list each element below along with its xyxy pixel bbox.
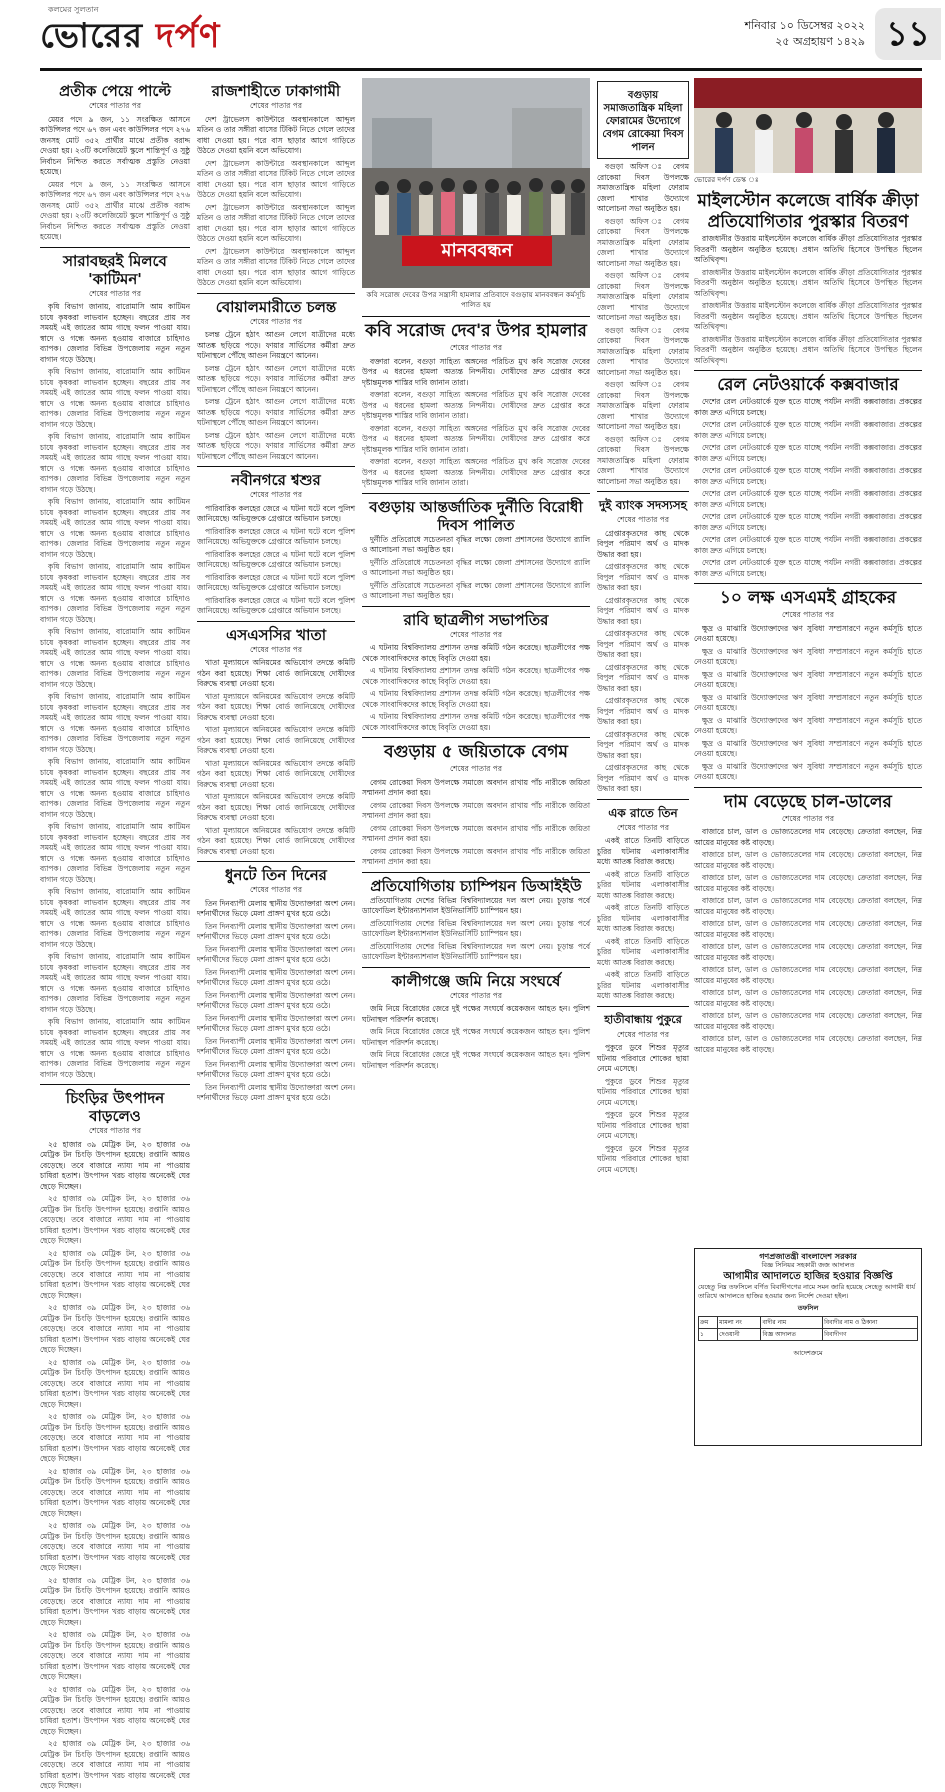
article-body: বক্তারা বলেন, বগুড়া সাহিত্য অঙ্গনের পরিচিত মুখ কবি সরোজ দেবের উপর এ ধরনের হামলা অত্যন্ত নিন্দনীয়। দোষীদের দ্রুত গ্রেপ্তার করে দৃষ্টান্তমূলক শাস্তির দাবি জানান তারা। (362, 423, 590, 454)
headline-sub: শেষের পাতার পর (617, 515, 669, 524)
headline-sub: শেষের পাতার পর (782, 610, 834, 619)
headline-sub: শেষের পাতার পর (250, 644, 302, 654)
logo-part-2: দর্পণ (155, 16, 221, 56)
headline-rabi: রাবি ছাত্রলীগ সভাপতির (403, 610, 549, 629)
article-body: কৃষি বিভাগ জানায়, বারোমাসি আম কাটিমন চাষে কৃষকরা লাভবান হচ্ছেন। বছরের প্রায় সব সময়ই এই জাতের আম গাছে ফলন পাওয়া যায়। স্বাদে ও গন্ধে অনন্য হওয়ায় বাজারে চাহিদাও ব্যাপক। জেলার বিভিন্ন উপজেলায় নতুন নতুন বাগান গড়ে উঠছে। (40, 367, 190, 429)
article-body: বগুড়া অফিস ঃ বেগম রোকেয়া দিবস উপলক্ষে সমাজতান্ত্রিক মহিলা ফোরাম জেলা শাখার উদ্যোগে আলোচনা সভা অনুষ্ঠিত হয়। (597, 216, 689, 268)
headline-sub: শেষের পাতার পর (250, 316, 302, 326)
headline-kaliganj: কালীগঞ্জে জমি নিয়ে সংঘর্ষে (391, 971, 561, 990)
article-body: বাজারে চাল, ডাল ও ভোজ্যতেলের দাম বেড়েছে। ক্রেতারা বলছেন, নিম্ন আয়ের মানুষের কষ্ট বাড়ছে। (694, 1034, 922, 1054)
article-body: বাজারে চাল, ডাল ও ভোজ্যতেলের দাম বেড়েছে। ক্রেতারা বলছেন, নিম্ন আয়ের মানুষের কষ্ট বাড়ছে। (694, 919, 922, 939)
photo-caption: ভোরের দর্পণ ডেস্ক ঃ (694, 175, 759, 184)
article-body: প্রতিযোগিতায় দেশের বিভিন্ন বিশ্ববিদ্যালয়ের দল অংশ নেয়। চূড়ান্ত পর্বে ড্যাফোডিল ইন্টারন্যাশনাল ইউনিভার্সিটি চ্যাম্পিয়ন হয়। (362, 941, 590, 961)
article-body: প্রতিযোগিতায় দেশের বিভিন্ন বিশ্ববিদ্যালয়ের দল অংশ নেয়। চূড়ান্ত পর্বে ড্যাফোডিল ইন্টারন্যাশনাল ইউনিভার্সিটি চ্যাম্পিয়ন হয়। (362, 918, 590, 938)
headline-coxsbazar-rail: রেল নেটওয়ার্কে কক্সবাজার (717, 375, 899, 395)
divider (597, 799, 689, 800)
table-cell: ১ (699, 1329, 718, 1341)
article-body: মেয়র পদে ৯ জন, ১১ সংরক্ষিত আসনে কাউন্সিলর পদে ৬৭ জন এবং কাউন্সিলর পদে ২৭৬ জনসহ মোট ৩৫২ প্রার্থীর মাঝে প্রতীক বরাদ্দ দেওয়া হয়। ২৩টি কলেজিয়েট স্কুলে শান্তিপূর্ণ ও সুষ্ঠু নির্বাচন নিশ্চিত করতে সর্বাত্মক প্রস্তুতি নেওয়া হয়েছে। (40, 179, 190, 241)
article-body: কৃষি বিভাগ জানায়, বারোমাসি আম কাটিমন চাষে কৃষকরা লাভবান হচ্ছেন। বছরের প্রায় সব সময়ই এই জাতের আম গাছে ফলন পাওয়া যায়। স্বাদে ও গন্ধে অনন্য হওয়ায় বাজারে চাহিদাও ব্যাপক। জেলার বিভিন্ন উপজেলায় নতুন নতুন বাগান গড়ে উঠছে। (40, 822, 190, 884)
headline-ek-rate: এক রাতে তিন (608, 805, 678, 820)
headline-sub: শেষের পাতার পর (617, 822, 669, 832)
article-body: তিন দিনব্যাপী মেলায় স্থানীয় উদ্যোক্তারা অংশ নেন। দর্শনার্থীদের ভিড়ে মেলা প্রাঙ্গণ মুখর হয়ে ওঠে। (197, 898, 355, 918)
divider (197, 861, 355, 862)
article-body: এ ঘটনায় বিশ্ববিদ্যালয় প্রশাসন তদন্ত কমিটি গঠন করেছে। ছাত্রলীগের পক্ষ থেকে সাংবাদিকদের কাছে বিবৃতি দেওয়া হয়। (362, 712, 590, 732)
article-body: দেশের রেল নেটওয়ার্কে যুক্ত হতে যাচ্ছে পর্যটন নগরী কক্সবাজার। প্রকল্পের কাজ দ্রুত এগিয়ে চলছে। (694, 397, 922, 417)
headline-saroj-dev: কবি সরোজ দেব'র উপর হামলার (365, 321, 587, 341)
headline-hatibandha: হাতীবান্ধায় পুকুরে (604, 1012, 682, 1026)
milestone-photo (694, 78, 922, 173)
article-body: বেগম রোকেয়া দিবস উপলক্ষে সমাজে অবদান রাখায় পাঁচ নারীকে জয়িতা সম্মাননা প্রদান করা হয়। (362, 823, 590, 843)
photo-caption: কবি সরোজ দেবের উপর সন্ত্রাসী হামলার প্রতিবাদে বগুড়ায় মানববন্ধন কর্মসূচি পালিত হয় (366, 290, 586, 309)
article-body: তিন দিনব্যাপী মেলায় স্থানীয় উদ্যোক্তারা অংশ নেন। দর্শনার্থীদের ভিড়ে মেলা প্রাঙ্গণ মুখর হয়ে ওঠে। (197, 1059, 355, 1079)
divider (362, 316, 590, 317)
article-body: কৃষি বিভাগ জানায়, বারোমাসি আম কাটিমন চাষে কৃষকরা লাভবান হচ্ছেন। বছরের প্রায় সব সময়ই এই জাতের আম গাছে ফলন পাওয়া যায়। স্বাদে ও গন্ধে অনন্য হওয়ায় বাজারে চাহিদাও ব্যাপক। জেলার বিভিন্ন উপজেলায় নতুন নতুন বাগান গড়ে উঠছে। (40, 952, 190, 1014)
divider (694, 370, 922, 371)
headline-sub: শেষের পাতার পর (89, 101, 141, 110)
article-body: একই রাতে তিনটি বাড়িতে চুরির ঘটনায় এলাকাবাসীর মধ্যে আতঙ্ক বিরাজ করছে। (597, 970, 689, 1000)
headline-nabinagar: নবীনগরে শ্বশুর (231, 471, 321, 489)
article-body: তিন দিনব্যাপী মেলায় স্থানীয় উদ্যোক্তারা অংশ নেন। দর্শনার্থীদের ভিড়ে মেলা প্রাঙ্গণ মুখর হয়ে ওঠে। (197, 921, 355, 941)
article-body: বাজারে চাল, ডাল ও ভোজ্যতেলের দাম বেড়েছে। ক্রেতারা বলছেন, নিম্ন আয়ের মানুষের কষ্ট বাড়ছে। (694, 850, 922, 870)
article-body: বগুড়া অফিস ঃ বেগম রোকেয়া দিবস উপলক্ষে সমাজতান্ত্রিক মহিলা ফোরাম জেলা শাখার উদ্যোগে আলোচনা সভা অনুষ্ঠিত হয়। (597, 434, 689, 486)
article-body: রাজধানীর উত্তরায় মাইলস্টোন কলেজে বার্ষিক ক্রীড়া প্রতিযোগিতার পুরস্কার বিতরণী অনুষ্ঠান অনুষ্ঠিত হয়েছে। প্রধান অতিথি হিসেবে উপস্থিত ছিলেন অতিথিবৃন্দ। (694, 301, 922, 331)
table-header: বাদীর নাম (761, 1317, 823, 1329)
headline-roquia: বগুড়ায় সমাজতান্ত্রিক মহিলা ফোরামের উদ্যোগে বেগম রোকেয়া দিবস পালন (602, 90, 684, 153)
article-body: ২৫ হাজার ৩৯ মেট্রিক টন, ২৩ হাজার ৩৬ মেট্রিক টন চিংড়ি উৎপাদন হয়েছে। রপ্তানি আয়ও বেড়েছে। তবে বাজারে ন্যায্য দাম না পাওয়ায় চাষিরা হতাশ। উৎপাদন খরচ বাড়ায় অনেকেই ঘের ছেড়ে দিচ্ছেন। (40, 1575, 190, 1627)
article-body: বাজারে চাল, ডাল ও ভোজ্যতেলের দাম বেড়েছে। ক্রেতারা বলছেন, নিম্ন আয়ের মানুষের কষ্ট বাড়ছে। (694, 827, 922, 847)
headline-sub: শেষের পাতার পর (450, 990, 502, 1000)
article-body: পারিবারিক কলহের জেরে এ ঘটনা ঘটে বলে পুলিশ জানিয়েছে। অভিযুক্তকে গ্রেপ্তারে অভিযান চলছে। (197, 572, 355, 592)
article-body: ২৫ হাজার ৩৯ মেট্রিক টন, ২৩ হাজার ৩৬ মেট্রিক টন চিংড়ি উৎপাদন হয়েছে। রপ্তানি আয়ও বেড়েছে। তবে বাজারে ন্যায্য দাম না পাওয়ায় চাষিরা হতাশ। উৎপাদন খরচ বাড়ায় অনেকেই ঘের ছেড়ে দিচ্ছেন। (40, 1303, 190, 1354)
notice-signature: আদেশক্রমে (793, 1349, 823, 1357)
article-body: পারিবারিক কলহের জেরে এ ঘটনা ঘটে বলে পুলিশ জানিয়েছে। অভিযুক্তকে গ্রেপ্তারে অভিযান চলছে। (197, 503, 355, 523)
article-body: খাতা মূল্যায়নে অনিয়মের অভিযোগ তদন্তে কমিটি গঠন করা হয়েছে। শিক্ষা বোর্ড জানিয়েছে দোষীদের বিরুদ্ধে ব্যবস্থা নেওয়া হবে। (197, 725, 355, 755)
headline-sub: শেষের পাতার পর (450, 343, 502, 352)
notice-schedule-title: তফসিল (797, 1304, 819, 1312)
notice-government: গণপ্রজাতন্ত্রী বাংলাদেশ সরকার (759, 1251, 857, 1261)
article-body: ক্ষুদ্র ও মাঝারি উদ্যোক্তাদের ঋণ সুবিধা সম্প্রসারণে নতুন কর্মসূচি হাতে নেওয়া হয়েছে। (694, 669, 922, 689)
headline-sub: শেষের পাতার পর (250, 885, 302, 894)
article-body: গ্রেপ্তারকৃতদের কাছ থেকে বিপুল পরিমাণ অর্থ ও মাদক উদ্ধার করা হয়। (597, 528, 689, 559)
article-body: কৃষি বিভাগ জানায়, বারোমাসি আম কাটিমন চাষে কৃষকরা লাভবান হচ্ছেন। বছরের প্রায় সব সময়ই এই জাতের আম গাছে ফলন পাওয়া যায়। স্বাদে ও গন্ধে অনন্য হওয়ায় বাজারে চাহিদাও ব্যাপক। জেলার বিভিন্ন উপজেলায় নতুন নতুন বাগান গড়ে উঠছে। (40, 692, 190, 754)
headline-sub: শেষের পাতার পর (782, 813, 834, 823)
article-body: ২৫ হাজার ৩৯ মেট্রিক টন, ২৩ হাজার ৩৬ মেট্রিক টন চিংড়ি উৎপাদন হয়েছে। রপ্তানি আয়ও বেড়েছে। তবে বাজারে ন্যায্য দাম না পাওয়ায় চাষিরা হতাশ। উৎপাদন খরচ বাড়ায় অনেকেই ঘের ছেড়ে দিচ্ছেন। (40, 1248, 190, 1300)
column-1 (40, 78, 190, 1790)
article-body: দেশের রেল নেটওয়ার্কে যুক্ত হতে যাচ্ছে পর্যটন নগরী কক্সবাজার। প্রকল্পের কাজ দ্রুত এগিয়ে চলছে। (694, 558, 922, 578)
divider (597, 1006, 689, 1007)
headline-sub: শেষের পাতার পর (450, 764, 502, 773)
article-body: বগুড়া অফিস ঃ বেগম রোকেয়া দিবস উপলক্ষে সমাজতান্ত্রিক মহিলা ফোরাম জেলা শাখার উদ্যোগে আলোচনা সভা অনুষ্ঠিত হয়। (597, 380, 689, 431)
article-body: দেশ ট্রাভেলস কাউন্টারে অবস্থানকালে আব্দুল মতিন ও তার সঙ্গীরা বাসের টিকিট নিতে গেলে তাদের বাধা দেওয়া হয়। পরে বাস ছাড়ার আগে গাড়িতে উঠতে দেওয়া হয়নি বলে অভিযোগ। (197, 202, 355, 243)
column-5 (597, 78, 689, 1448)
court-notice (694, 1248, 922, 1446)
article-body: বাজারে চাল, ডাল ও ভোজ্যতেলের দাম বেড়েছে। ক্রেতারা বলছেন, নিম্ন আয়ের মানুষের কষ্ট বাড়ছে। (694, 942, 922, 962)
headline-sub: শেষের পাতার পর (250, 490, 302, 499)
article-body: খাতা মূল্যায়নে অনিয়মের অভিযোগ তদন্তে কমিটি গঠন করা হয়েছে। শিক্ষা বোর্ড জানিয়েছে দোষীদের বিরুদ্ধে ব্যবস্থা নেওয়া হবে। (197, 758, 355, 789)
article-body: গ্রেপ্তারকৃতদের কাছ থেকে বিপুল পরিমাণ অর্থ ও মাদক উদ্ধার করা হয়। (597, 696, 689, 726)
article-body: বগুড়া অফিস ঃ বেগম রোকেয়া দিবস উপলক্ষে সমাজতান্ত্রিক মহিলা ফোরাম জেলা শাখার উদ্যোগে আলোচনা সভা অনুষ্ঠিত হয়। (597, 162, 689, 213)
article-body: পুকুরে ডুবে শিশুর মৃত্যুর ঘটনায় পরিবারে শোকের ছায়া নেমে এসেছে। (597, 1076, 689, 1107)
table-cell: বিবাদীগণ (823, 1329, 918, 1341)
table-header: ক্রম (699, 1317, 718, 1329)
table-cell: বিজ্ঞ আদালত (761, 1329, 823, 1341)
article-body: কৃষি বিভাগ জানায়, বারোমাসি আম কাটিমন চাষে কৃষকরা লাভবান হচ্ছেন। বছরের প্রায় সব সময়ই এই জাতের আম গাছে ফলন পাওয়া যায়। স্বাদে ও গন্ধে অনন্য হওয়ায় বাজারে চাহিদাও ব্যাপক। জেলার বিভিন্ন উপজেলায় নতুন নতুন বাগান গড়ে উঠছে। (40, 302, 190, 364)
article-body: কৃষি বিভাগ জানায়, বারোমাসি আম কাটিমন চাষে কৃষকরা লাভবান হচ্ছেন। বছরের প্রায় সব সময়ই এই জাতের আম গাছে ফলন পাওয়া যায়। স্বাদে ও গন্ধে অনন্য হওয়ায় বাজারে চাহিদাও ব্যাপক। জেলার বিভিন্ন উপজেলায় নতুন নতুন বাগান গড়ে উঠছে। (40, 627, 190, 689)
divider (197, 466, 355, 467)
divider (40, 1084, 190, 1085)
dateline (745, 18, 865, 50)
headline-sub: শেষের পাতার পর (450, 629, 502, 639)
article-body: গ্রেপ্তারকৃতদের কাছ থেকে বিপুল পরিমাণ অর্থ ও মাদক উদ্ধার করা হয়। (597, 562, 689, 592)
article-body: খাতা মূল্যায়নে অনিয়মের অভিযোগ তদন্তে কমিটি গঠন করা হয়েছে। শিক্ষা বোর্ড জানিয়েছে দোষীদের বিরুদ্ধে ব্যবস্থা নেওয়া হবে। (197, 691, 355, 722)
article-body: বাজারে চাল, ডাল ও ভোজ্যতেলের দাম বেড়েছে। ক্রেতারা বলছেন, নিম্ন আয়ের মানুষের কষ্ট বাড়ছে। (694, 873, 922, 893)
article-body: তিন দিনব্যাপী মেলায় স্থানীয় উদ্যোক্তারা অংশ নেন। দর্শনার্থীদের ভিড়ে মেলা প্রাঙ্গণ মুখর হয়ে ওঠে। (197, 1082, 355, 1102)
newspaper-logo (40, 10, 220, 67)
article-body: জমি নিয়ে বিরোধের জেরে দুই পক্ষের সংঘর্ষে কয়েকজন আহত হন। পুলিশ ঘটনাস্থল পরিদর্শন করেছে। (362, 1004, 590, 1024)
headline-milestone: মাইলস্টোন কলেজে বার্ষিক ক্রীড়া প্রতিযোগিতার পুরস্কার বিতরণ (697, 191, 919, 232)
headline-joyita: বগুড়ায় ৫ জয়িতাকে বেগম (384, 742, 568, 762)
article-body: একই রাতে তিনটি বাড়িতে চুরির ঘটনায় এলাকাবাসীর মধ্যে আতঙ্ক বিরাজ করছে। (597, 869, 689, 900)
headline-dhunot: ধুনটে তিন দিনের (225, 866, 327, 884)
article-body: খাতা মূল্যায়নে অনিয়মের অভিযোগ তদন্তে কমিটি গঠন করা হয়েছে। শিক্ষা বোর্ড জানিয়েছে দোষীদের বিরুদ্ধে ব্যবস্থা নেওয়া হবে। (197, 825, 355, 856)
article-body: দুর্নীতি প্রতিরোধে সচেতনতা বৃদ্ধির লক্ষ্যে জেলা প্রশাসনের উদ্যোগে র‍্যালি ও আলোচনা সভা অনুষ্ঠিত হয়। (362, 534, 590, 554)
headline-boalmari: বোয়ালমারীতে চলন্ত (215, 297, 337, 316)
article-body: বগুড়া অফিস ঃ বেগম রোকেয়া দিবস উপলক্ষে সমাজতান্ত্রিক মহিলা ফোরাম জেলা শাখার উদ্যোগে আলোচনা সভা অনুষ্ঠিত হয়। (597, 325, 689, 377)
article-body: পারিবারিক কলহের জেরে এ ঘটনা ঘটে বলে পুলিশ জানিয়েছে। অভিযুক্তকে গ্রেপ্তারে অভিযান চলছে। (197, 526, 355, 546)
article-body: দেশ ট্রাভেলস কাউন্টারে অবস্থানকালে আব্দুল মতিন ও তার সঙ্গীরা বাসের টিকিট নিতে গেলে তাদের বাধা দেওয়া হয়। পরে বাস ছাড়ার আগে গাড়িতে উঠতে দেওয়া হয়নি বলে অভিযোগ। (197, 158, 355, 199)
column-6 (694, 78, 922, 1243)
divider (694, 583, 922, 584)
headline-ssc: এসএসসির খাতা (225, 625, 327, 644)
headline-sub: শেষের পাতার পর (617, 1029, 669, 1039)
divider (362, 967, 590, 968)
headline-sub: শেষের পাতার পর (89, 288, 141, 298)
protest-banner: মানববন্ধন (402, 236, 552, 266)
article-body: এ ঘটনায় বিশ্ববিদ্যালয় প্রশাসন তদন্ত কমিটি গঠন করেছে। ছাত্রলীগের পক্ষ থেকে সাংবাদিকদের কাছে বিবৃতি দেওয়া হয়। (362, 666, 590, 686)
article-body: ২৫ হাজার ৩৯ মেট্রিক টন, ২৩ হাজার ৩৬ মেট্রিক টন চিংড়ি উৎপাদন হয়েছে। রপ্তানি আয়ও বেড়েছে। তবে বাজারে ন্যায্য দাম না পাওয়ায় চাষিরা হতাশ। উৎপাদন খরচ বাড়ায় অনেকেই ঘের ছেড়ে দিচ্ছেন। (40, 1412, 190, 1463)
article-body: জমি নিয়ে বিরোধের জেরে দুই পক্ষের সংঘর্ষে কয়েকজন আহত হন। পুলিশ ঘটনাস্থল পরিদর্শন করেছে। (362, 1050, 590, 1070)
article-body: এ ঘটনায় বিশ্ববিদ্যালয় প্রশাসন তদন্ত কমিটি গঠন করেছে। ছাত্রলীগের পক্ষ থেকে সাংবাদিকদের কাছে বিবৃতি দেওয়া হয়। (362, 689, 590, 709)
article-body: বেগম রোকেয়া দিবস উপলক্ষে সমাজে অবদান রাখায় পাঁচ নারীকে জয়িতা সম্মাননা প্রদান করা হয়। (362, 777, 590, 797)
table-header: বিবাদীর নাম ও ঠিকানা (823, 1317, 918, 1329)
article-body: পুকুরে ডুবে শিশুর মৃত্যুর ঘটনায় পরিবারে শোকের ছায়া নেমে এসেছে। (597, 1043, 689, 1073)
headline-chingri: চিংড়ির উৎপাদন বাড়লেও (65, 1089, 165, 1125)
article-body: তিন দিনব্যাপী মেলায় স্থানীয় উদ্যোক্তারা অংশ নেন। দর্শনার্থীদের ভিড়ে মেলা প্রাঙ্গণ মুখর হয়ে ওঠে। (197, 990, 355, 1010)
page-number: ১১ (875, 8, 941, 60)
article-body: দেশের রেল নেটওয়ার্কে যুক্ত হতে যাচ্ছে পর্যটন নগরী কক্সবাজার। প্রকল্পের কাজ দ্রুত এগিয়ে চলছে। (694, 443, 922, 463)
headline-anticorruption: বগুড়ায় আন্তর্জাতিক দুর্নীতি বিরোধী দিবস পালিত (369, 497, 583, 534)
article-body: ২৫ হাজার ৩৯ মেট্রিক টন, ২৩ হাজার ৩৬ মেট্রিক টন চিংড়ি উৎপাদন হয়েছে। রপ্তানি আয়ও বেড়েছে। তবে বাজারে ন্যায্য দাম না পাওয়ায় চাষিরা হতাশ। উৎপাদন খরচ বাড়ায় অনেকেই ঘের ছেড়ে দিচ্ছেন। (40, 1739, 190, 1790)
table-header: মামলা নং (718, 1317, 761, 1329)
article-body: বক্তারা বলেন, বগুড়া সাহিত্য অঙ্গনের পরিচিত মুখ কবি সরোজ দেবের উপর এ ধরনের হামলা অত্যন্ত নিন্দনীয়। দোষীদের দ্রুত গ্রেপ্তার করে দৃষ্টান্তমূলক শাস্তির দাবি জানান তারা। (362, 390, 590, 420)
article-body: কৃষি বিভাগ জানায়, বারোমাসি আম কাটিমন চাষে কৃষকরা লাভবান হচ্ছেন। বছরের প্রায় সব সময়ই এই জাতের আম গাছে ফলন পাওয়া যায়। স্বাদে ও গন্ধে অনন্য হওয়ায় বাজারে চাহিদাও ব্যাপক। জেলার বিভিন্ন উপজেলায় নতুন নতুন বাগান গড়ে উঠছে। (40, 562, 190, 624)
article-body: ২৫ হাজার ৩৯ মেট্রিক টন, ২৩ হাজার ৩৬ মেট্রিক টন চিংড়ি উৎপাদন হয়েছে। রপ্তানি আয়ও বেড়েছে। তবে বাজারে ন্যায্য দাম না পাওয়ায় চাষিরা হতাশ। উৎপাদন খরচ বাড়ায় অনেকেই ঘের ছেড়ে দিচ্ছেন। (40, 1139, 190, 1191)
notice-body: যেহেতু নিম্ন তফসিলে বর্ণিত বিবাদীগণের নামে সমন জারি হয়েছে সেহেতু আগামী ধার্য তারিখে আদালতে হাজির হওয়ার জন্য নির্দেশ দেওয়া হইল। (698, 1283, 916, 1300)
article-body: খাতা মূল্যায়নে অনিয়মের অভিযোগ তদন্তে কমিটি গঠন করা হয়েছে। শিক্ষা বোর্ড জানিয়েছে দোষীদের বিরুদ্ধে ব্যবস্থা নেওয়া হবে। (197, 792, 355, 822)
notice-title: আগামীর আদালতে হাজির হওয়ার বিজ্ঞপ্তি (723, 1271, 893, 1282)
headline-sme: ১০ লক্ষ এসএমই গ্রাহকের (719, 588, 897, 608)
article-body: দেশের রেল নেটওয়ার্কে যুক্ত হতে যাচ্ছে পর্যটন নগরী কক্সবাজার। প্রকল্পের কাজ দ্রুত এগিয়ে চলছে। (694, 512, 922, 532)
article-body: বাজারে চাল, ডাল ও ভোজ্যতেলের দাম বেড়েছে। ক্রেতারা বলছেন, নিম্ন আয়ের মানুষের কষ্ট বাড়ছে। (694, 965, 922, 985)
article-body: কৃষি বিভাগ জানায়, বারোমাসি আম কাটিমন চাষে কৃষকরা লাভবান হচ্ছেন। বছরের প্রায় সব সময়ই এই জাতের আম গাছে ফলন পাওয়া যায়। স্বাদে ও গন্ধে অনন্য হওয়ায় বাজারে চাহিদাও ব্যাপক। জেলার বিভিন্ন উপজেলায় নতুন নতুন বাগান গড়ে উঠছে। (40, 497, 190, 559)
article-body: বগুড়া অফিস ঃ বেগম রোকেয়া দিবস উপলক্ষে সমাজতান্ত্রিক মহিলা ফোরাম জেলা শাখার উদ্যোগে আলোচনা সভা অনুষ্ঠিত হয়। (597, 271, 689, 322)
table-header-row (699, 1317, 918, 1329)
article-body: গ্রেপ্তারকৃতদের কাছ থেকে বিপুল পরিমাণ অর্থ ও মাদক উদ্ধার করা হয়। (597, 629, 689, 659)
article-body: চলন্ত ট্রেনে হঠাৎ আগুন লেগে যাত্রীদের মধ্যে আতঙ্ক ছড়িয়ে পড়ে। ফায়ার সার্ভিসের কর্মীরা দ্রুত ঘটনাস্থলে পৌঁছে আগুন নিয়ন্ত্রণে আনেন। (197, 397, 355, 427)
article-body: ২৫ হাজার ৩৯ মেট্রিক টন, ২৩ হাজার ৩৬ মেট্রিক টন চিংড়ি উৎপাদন হয়েছে। রপ্তানি আয়ও বেড়েছে। তবে বাজারে ন্যায্য দাম না পাওয়ায় চাষিরা হতাশ। উৎপাদন খরচ বাড়ায় অনেকেই ঘের ছেড়ে দিচ্ছেন। (40, 1684, 190, 1736)
article-body: চলন্ত ট্রেনে হঠাৎ আগুন লেগে যাত্রীদের মধ্যে আতঙ্ক ছড়িয়ে পড়ে। ফায়ার সার্ভিসের কর্মীরা দ্রুত ঘটনাস্থলে পৌঁছে আগুন নিয়ন্ত্রণে আনেন। (197, 330, 355, 360)
article-body: ক্ষুদ্র ও মাঝারি উদ্যোক্তাদের ঋণ সুবিধা সম্প্রসারণে নতুন কর্মসূচি হাতে নেওয়া হয়েছে। (694, 738, 922, 758)
article-body: ২৫ হাজার ৩৯ মেট্রিক টন, ২৩ হাজার ৩৬ মেট্রিক টন চিংড়ি উৎপাদন হয়েছে। রপ্তানি আয়ও বেড়েছে। তবে বাজারে ন্যায্য দাম না পাওয়ায় চাষিরা হতাশ। উৎপাদন খরচ বাড়ায় অনেকেই ঘের ছেড়ে দিচ্ছেন। (40, 1466, 190, 1518)
article-body: তিন দিনব্যাপী মেলায় স্থানীয় উদ্যোক্তারা অংশ নেন। দর্শনার্থীদের ভিড়ে মেলা প্রাঙ্গণ মুখর হয়ে ওঠে। (197, 967, 355, 987)
headline-rice-price: দাম বেড়েছে চাল-ডালের (724, 791, 892, 812)
article-body: প্রতিযোগিতায় দেশের বিভিন্ন বিশ্ববিদ্যালয়ের দল অংশ নেয়। চূড়ান্ত পর্বে ড্যাফোডিল ইন্টারন্যাশনাল ইউনিভার্সিটি চ্যাম্পিয়ন হয়। (362, 895, 590, 915)
headline-katimon: সারাবছরই মিলবে 'কাটিমন' (63, 251, 167, 288)
article-body: রাজধানীর উত্তরায় মাইলস্টোন কলেজে বার্ষিক ক্রীড়া প্রতিযোগিতার পুরস্কার বিতরণী অনুষ্ঠান অনুষ্ঠিত হয়েছে। প্রধান অতিথি হিসেবে উপস্থিত ছিলেন অতিথিবৃন্দ। (694, 334, 922, 365)
logo-tagline: কলমের সুলতান (48, 5, 99, 14)
award-ceremony-illustration (694, 78, 922, 173)
date-english: শনিবার ১০ ডিসেম্বর ২০২২ (744, 19, 865, 32)
article-body: কৃষি বিভাগ জানায়, বারোমাসি আম কাটিমন চাষে কৃষকরা লাভবান হচ্ছেন। বছরের প্রায় সব সময়ই এই জাতের আম গাছে ফলন পাওয়া যায়। স্বাদে ও গন্ধে অনন্য হওয়ায় বাজারে চাহিদাও ব্যাপক। জেলার বিভিন্ন উপজেলায় নতুন নতুন বাগান গড়ে উঠছে। (40, 887, 190, 949)
article-body: চলন্ত ট্রেনে হঠাৎ আগুন লেগে যাত্রীদের মধ্যে আতঙ্ক ছড়িয়ে পড়ে। ফায়ার সার্ভিসের কর্মীরা দ্রুত ঘটনাস্থলে পৌঁছে আগুন নিয়ন্ত্রণে আনেন। (197, 430, 355, 461)
article-body: জমি নিয়ে বিরোধের জেরে দুই পক্ষের সংঘর্ষে কয়েকজন আহত হন। পুলিশ ঘটনাস্থল পরিদর্শন করেছে। (362, 1027, 590, 1047)
article-body: দেশ ট্রাভেলস কাউন্টারে অবস্থানকালে আব্দুল মতিন ও তার সঙ্গীরা বাসের টিকিট নিতে গেলে তাদের বাধা দেওয়া হয়। পরে বাস ছাড়ার আগে গাড়িতে উঠতে দেওয়া হয়নি বলে অভিযোগ। (197, 114, 355, 155)
headline-rajshahi: রাজশাহীতে ঢাকাগামী (211, 82, 341, 100)
article-body: ২৫ হাজার ৩৯ মেট্রিক টন, ২৩ হাজার ৩৬ মেট্রিক টন চিংড়ি উৎপাদন হয়েছে। রপ্তানি আয়ও বেড়েছে। তবে বাজারে ন্যায্য দাম না পাওয়ায় চাষিরা হতাশ। উৎপাদন খরচ বাড়ায় অনেকেই ঘের ছেড়ে দিচ্ছেন। (40, 1194, 190, 1245)
article-body: ২৫ হাজার ৩৯ মেট্রিক টন, ২৩ হাজার ৩৬ মেট্রিক টন চিংড়ি উৎপাদন হয়েছে। রপ্তানি আয়ও বেড়েছে। তবে বাজারে ন্যায্য দাম না পাওয়ায় চাষিরা হতাশ। উৎপাদন খরচ বাড়ায় অনেকেই ঘের ছেড়ে দিচ্ছেন। (40, 1357, 190, 1409)
headline-sub: শেষের পাতার পর (89, 1126, 141, 1135)
divider (694, 787, 922, 788)
divider (362, 606, 590, 607)
article-body: দুর্নীতি প্রতিরোধে সচেতনতা বৃদ্ধির লক্ষ্যে জেলা প্রশাসনের উদ্যোগে র‍্যালি ও আলোচনা সভা অনুষ্ঠিত হয়। (362, 557, 590, 577)
masthead-divider (40, 68, 922, 71)
notice-office: বিজ্ঞ সিনিয়র সহকারী জজ আদালত (761, 1261, 855, 1269)
article-body: দেশ ট্রাভেলস কাউন্টারে অবস্থানকালে আব্দুল মতিন ও তার সঙ্গীরা বাসের টিকিট নিতে গেলে তাদের বাধা দেওয়া হয়। পরে বাস ছাড়ার আগে গাড়িতে উঠতে দেওয়া হয়নি বলে অভিযোগ। (197, 246, 355, 287)
divider (197, 293, 355, 294)
masthead (0, 0, 945, 70)
headline-sub: শেষের পাতার পর (250, 101, 302, 110)
article-body: রাজধানীর উত্তরায় মাইলস্টোন কলেজে বার্ষিক ক্রীড়া প্রতিযোগিতার পুরস্কার বিতরণী অনুষ্ঠান অনুষ্ঠিত হয়েছে। প্রধান অতিথি হিসেবে উপস্থিত ছিলেন অতিথিবৃন্দ। (694, 234, 922, 264)
article-body: ক্ষুদ্র ও মাঝারি উদ্যোক্তাদের ঋণ সুবিধা সম্প্রসারণে নতুন কর্মসূচি হাতে নেওয়া হয়েছে। (694, 761, 922, 781)
article-body: মেয়র পদে ৯ জন, ১১ সংরক্ষিত আসনে কাউন্সিলর পদে ৬৭ জন এবং কাউন্সিলর পদে ২৭৬ জনসহ মোট ৩৫২ প্রার্থীর মাঝে প্রতীক বরাদ্দ দেওয়া হয়। ২৩টি কলেজিয়েট স্কুলে শান্তিপূর্ণ ও সুষ্ঠু নির্বাচন নিশ্চিত করতে সর্বাত্মক প্রস্তুতি নেওয়া হয়েছে। (40, 114, 190, 176)
article-body: একই রাতে তিনটি বাড়িতে চুরির ঘটনায় এলাকাবাসীর মধ্যে আতঙ্ক বিরাজ করছে। (597, 836, 689, 866)
article-body: পুকুরে ডুবে শিশুর মৃত্যুর ঘটনায় পরিবারে শোকের ছায়া নেমে এসেছে। (597, 1143, 689, 1174)
article-body: গ্রেপ্তারকৃতদের কাছ থেকে বিপুল পরিমাণ অর্থ ও মাদক উদ্ধার করা হয়। (597, 662, 689, 693)
article-body: পুকুরে ডুবে শিশুর মৃত্যুর ঘটনায় পরিবারে শোকের ছায়া নেমে এসেছে। (597, 1110, 689, 1140)
article-body: পারিবারিক কলহের জেরে এ ঘটনা ঘটে বলে পুলিশ জানিয়েছে। অভিযুক্তকে গ্রেপ্তারে অভিযান চলছে। (197, 549, 355, 569)
article-body: একই রাতে তিনটি বাড়িতে চুরির ঘটনায় এলাকাবাসীর মধ্যে আতঙ্ক বিরাজ করছে। (597, 903, 689, 933)
divider (597, 491, 689, 492)
article-body: কৃষি বিভাগ জানায়, বারোমাসি আম কাটিমন চাষে কৃষকরা লাভবান হচ্ছেন। বছরের প্রায় সব সময়ই এই জাতের আম গাছে ফলন পাওয়া যায়। স্বাদে ও গন্ধে অনন্য হওয়ায় বাজারে চাহিদাও ব্যাপক। জেলার বিভিন্ন উপজেলায় নতুন নতুন বাগান গড়ে উঠছে। (40, 432, 190, 494)
article-body: গ্রেপ্তারকৃতদের কাছ থেকে বিপুল পরিমাণ অর্থ ও মাদক উদ্ধার করা হয়। (597, 763, 689, 793)
column-2 (197, 78, 355, 1448)
headline-bank: দুই ব্যাংক সদস্যসহ (599, 498, 687, 512)
article-body: দেশের রেল নেটওয়ার্কে যুক্ত হতে যাচ্ছে পর্যটন নগরী কক্সবাজার। প্রকল্পের কাজ দ্রুত এগিয়ে চলছে। (694, 489, 922, 509)
logo-part-1: ভোরের (40, 16, 144, 56)
article-body: ক্ষুদ্র ও মাঝারি উদ্যোক্তাদের ঋণ সুবিধা সম্প্রসারণে নতুন কর্মসূচি হাতে নেওয়া হয়েছে। (694, 646, 922, 666)
article-body: দেশের রেল নেটওয়ার্কে যুক্ত হতে যাচ্ছে পর্যটন নগরী কক্সবাজার। প্রকল্পের কাজ দ্রুত এগিয়ে চলছে। (694, 535, 922, 555)
article-body: একই রাতে তিনটি বাড়িতে চুরির ঘটনায় এলাকাবাসীর মধ্যে আতঙ্ক বিরাজ করছে। (597, 936, 689, 967)
article-body: বক্তারা বলেন, বগুড়া সাহিত্য অঙ্গনের পরিচিত মুখ কবি সরোজ দেবের উপর এ ধরনের হামলা অত্যন্ত নিন্দনীয়। দোষীদের দ্রুত গ্রেপ্তার করে দৃষ্টান্তমূলক শাস্তির দাবি জানান তারা। (362, 356, 590, 387)
article-body: বাজারে চাল, ডাল ও ভোজ্যতেলের দাম বেড়েছে। ক্রেতারা বলছেন, নিম্ন আয়ের মানুষের কষ্ট বাড়ছে। (694, 896, 922, 916)
date-bengali: ২৫ অগ্রহায়ণ ১৪২৯ (775, 35, 865, 48)
protest-photo (362, 78, 590, 288)
article-body: ক্ষুদ্র ও মাঝারি উদ্যোক্তাদের ঋণ সুবিধা সম্প্রসারণে নতুন কর্মসূচি হাতে নেওয়া হয়েছে। (694, 692, 922, 712)
article-body: কৃষি বিভাগ জানায়, বারোমাসি আম কাটিমন চাষে কৃষকরা লাভবান হচ্ছেন। বছরের প্রায় সব সময়ই এই জাতের আম গাছে ফলন পাওয়া যায়। স্বাদে ও গন্ধে অনন্য হওয়ায় বাজারে চাহিদাও ব্যাপক। জেলার বিভিন্ন উপজেলায় নতুন নতুন বাগান গড়ে উঠছে। (40, 757, 190, 819)
column-3-4 (362, 78, 590, 1448)
table-cell: দেওয়ানী (718, 1329, 761, 1341)
article-body: গ্রেপ্তারকৃতদের কাছ থেকে বিপুল পরিমাণ অর্থ ও মাদক উদ্ধার করা হয়। (597, 729, 689, 760)
article-body: ২৫ হাজার ৩৯ মেট্রিক টন, ২৩ হাজার ৩৬ মেট্রিক টন চিংড়ি উৎপাদন হয়েছে। রপ্তানি আয়ও বেড়েছে। তবে বাজারে ন্যায্য দাম না পাওয়ায় চাষিরা হতাশ। উৎপাদন খরচ বাড়ায় অনেকেই ঘের ছেড়ে দিচ্ছেন। (40, 1521, 190, 1572)
article-body: কৃষি বিভাগ জানায়, বারোমাসি আম কাটিমন চাষে কৃষকরা লাভবান হচ্ছেন। বছরের প্রায় সব সময়ই এই জাতের আম গাছে ফলন পাওয়া যায়। স্বাদে ও গন্ধে অনন্য হওয়ায় বাজারে চাহিদাও ব্যাপক। জেলার বিভিন্ন উপজেলায় নতুন নতুন বাগান গড়ে উঠছে। (40, 1017, 190, 1079)
article-body: বেগম রোকেয়া দিবস উপলক্ষে সমাজে অবদান রাখায় পাঁচ নারীকে জয়িতা সম্মাননা প্রদান করা হয়। (362, 846, 590, 866)
headline-diu: প্রতিযোগিতায় চ্যাম্পিয়ন ডিআইইউ (370, 876, 582, 895)
article-body: ২৫ হাজার ৩৯ মেট্রিক টন, ২৩ হাজার ৩৬ মেট্রিক টন চিংড়ি উৎপাদন হয়েছে। রপ্তানি আয়ও বেড়েছে। তবে বাজারে ন্যায্য দাম না পাওয়ায় চাষিরা হতাশ। উৎপাদন খরচ বাড়ায় অনেকেই ঘের ছেড়ে দিচ্ছেন। (40, 1630, 190, 1681)
article-body: দেশের রেল নেটওয়ার্কে যুক্ত হতে যাচ্ছে পর্যটন নগরী কক্সবাজার। প্রকল্পের কাজ দ্রুত এগিয়ে চলছে। (694, 420, 922, 440)
article-body: দুর্নীতি প্রতিরোধে সচেতনতা বৃদ্ধির লক্ষ্যে জেলা প্রশাসনের উদ্যোগে র‍্যালি ও আলোচনা সভা অনুষ্ঠিত হয়। (362, 580, 590, 600)
divider (197, 621, 355, 622)
roquia-box (597, 81, 689, 159)
article-body: পারিবারিক কলহের জেরে এ ঘটনা ঘটে বলে পুলিশ জানিয়েছে। অভিযুক্তকে গ্রেপ্তারে অভিযান চলছে। (197, 595, 355, 615)
divider (362, 872, 590, 873)
article-body: ক্ষুদ্র ও মাঝারি উদ্যোক্তাদের ঋণ সুবিধা সম্প্রসারণে নতুন কর্মসূচি হাতে নেওয়া হয়েছে। (694, 623, 922, 643)
table-row (699, 1329, 918, 1341)
article-body: ক্ষুদ্র ও মাঝারি উদ্যোক্তাদের ঋণ সুবিধা সম্প্রসারণে নতুন কর্মসূচি হাতে নেওয়া হয়েছে। (694, 715, 922, 735)
divider (362, 493, 590, 494)
divider (40, 247, 190, 248)
article-body: চলন্ত ট্রেনে হঠাৎ আগুন লেগে যাত্রীদের মধ্যে আতঙ্ক ছড়িয়ে পড়ে। ফায়ার সার্ভিসের কর্মীরা দ্রুত ঘটনাস্থলে পৌঁছে আগুন নিয়ন্ত্রণে আনেন। (197, 363, 355, 394)
divider (362, 737, 590, 738)
article-body: তিন দিনব্যাপী মেলায় স্থানীয় উদ্যোক্তারা অংশ নেন। দর্শনার্থীদের ভিড়ে মেলা প্রাঙ্গণ মুখর হয়ে ওঠে। (197, 944, 355, 964)
headline-prothik: প্রতীক পেয়ে পাল্টে (59, 82, 171, 100)
article-body: বাজারে চাল, ডাল ও ভোজ্যতেলের দাম বেড়েছে। ক্রেতারা বলছেন, নিম্ন আয়ের মানুষের কষ্ট বাড়ছে। (694, 988, 922, 1008)
article-body: রাজধানীর উত্তরায় মাইলস্টোন কলেজে বার্ষিক ক্রীড়া প্রতিযোগিতার পুরস্কার বিতরণী অনুষ্ঠান অনুষ্ঠিত হয়েছে। প্রধান অতিথি হিসেবে উপস্থিত ছিলেন অতিথিবৃন্দ। (694, 267, 922, 298)
article-body: দেশের রেল নেটওয়ার্কে যুক্ত হতে যাচ্ছে পর্যটন নগরী কক্সবাজার। প্রকল্পের কাজ দ্রুত এগিয়ে চলছে। (694, 466, 922, 486)
article-body: তিন দিনব্যাপী মেলায় স্থানীয় উদ্যোক্তারা অংশ নেন। দর্শনার্থীদের ভিড়ে মেলা প্রাঙ্গণ মুখর হয়ে ওঠে। (197, 1013, 355, 1033)
article-body: গ্রেপ্তারকৃতদের কাছ থেকে বিপুল পরিমাণ অর্থ ও মাদক উদ্ধার করা হয়। (597, 595, 689, 626)
article-body: এ ঘটনায় বিশ্ববিদ্যালয় প্রশাসন তদন্ত কমিটি গঠন করেছে। ছাত্রলীগের পক্ষ থেকে সাংবাদিকদের কাছে বিবৃতি দেওয়া হয়। (362, 643, 590, 663)
article-body: তিন দিনব্যাপী মেলায় স্থানীয় উদ্যোক্তারা অংশ নেন। দর্শনার্থীদের ভিড়ে মেলা প্রাঙ্গণ মুখর হয়ে ওঠে। (197, 1036, 355, 1056)
notice-table (698, 1316, 918, 1341)
article-body: বাজারে চাল, ডাল ও ভোজ্যতেলের দাম বেড়েছে। ক্রেতারা বলছেন, নিম্ন আয়ের মানুষের কষ্ট বাড়ছে। (694, 1011, 922, 1031)
article-body: বেগম রোকেয়া দিবস উপলক্ষে সমাজে অবদান রাখায় পাঁচ নারীকে জয়িতা সম্মাননা প্রদান করা হয়। (362, 800, 590, 820)
article-body: খাতা মূল্যায়নে অনিয়মের অভিযোগ তদন্তে কমিটি গঠন করা হয়েছে। শিক্ষা বোর্ড জানিয়েছে দোষীদের বিরুদ্ধে ব্যবস্থা নেওয়া হবে। (197, 658, 355, 688)
article-body: বক্তারা বলেন, বগুড়া সাহিত্য অঙ্গনের পরিচিত মুখ কবি সরোজ দেবের উপর এ ধরনের হামলা অত্যন্ত নিন্দনীয়। দোষীদের দ্রুত গ্রেপ্তার করে দৃষ্টান্তমূলক শাস্তির দাবি জানান তারা। (362, 457, 590, 487)
